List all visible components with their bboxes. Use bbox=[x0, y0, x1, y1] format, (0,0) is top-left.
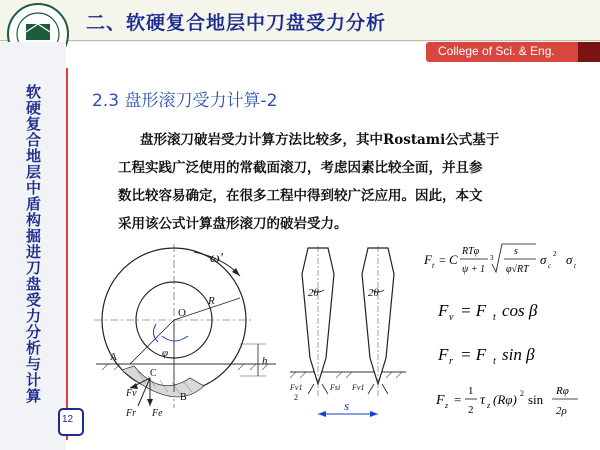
svg-text:t: t bbox=[432, 261, 435, 270]
svg-text:cos β: cos β bbox=[502, 301, 538, 320]
svg-text:RTφ: RTφ bbox=[462, 246, 480, 257]
svg-text:C: C bbox=[449, 252, 458, 267]
header-divider bbox=[0, 40, 600, 41]
svg-text:F: F bbox=[438, 301, 449, 320]
svg-text:φ√RT: φ√RT bbox=[506, 264, 529, 275]
force-b-label: Fsi bbox=[330, 383, 341, 392]
svg-text:σ: σ bbox=[540, 252, 547, 267]
svg-text:t: t bbox=[574, 262, 576, 270]
svg-text:2: 2 bbox=[468, 404, 474, 416]
fe-label: Fe bbox=[152, 408, 163, 419]
svg-text:= F: = F bbox=[460, 345, 487, 364]
paragraph-line: 工程实践广泛使用的常截面滚刀，考虑因素比较全面，并且参 bbox=[118, 160, 483, 176]
svg-text:Rφ: Rφ bbox=[556, 385, 569, 397]
svg-text:sin β: sin β bbox=[502, 345, 535, 364]
angle-left-label: 2θ bbox=[308, 287, 319, 299]
svg-text:z: z bbox=[445, 401, 449, 410]
svg-text:t: t bbox=[493, 356, 496, 367]
svg-text:2: 2 bbox=[520, 389, 524, 398]
college-tab-tail bbox=[578, 42, 600, 62]
svg-text:τ: τ bbox=[480, 393, 486, 408]
college-label: College of Sci. & Eng. bbox=[438, 44, 555, 58]
svg-text:=: = bbox=[439, 253, 446, 267]
phi-label: φ bbox=[162, 347, 169, 359]
svg-text:t: t bbox=[493, 312, 496, 323]
formula-fr bbox=[438, 340, 568, 368]
cutter-force-diagram bbox=[90, 238, 280, 428]
vertical-title: 软硬复合地层中盾构掘进刀盘受力分析与计算 bbox=[24, 84, 42, 404]
svg-text:=: = bbox=[454, 392, 462, 407]
force-a-label: Fv1 bbox=[290, 383, 303, 392]
radius-label: R bbox=[208, 295, 215, 307]
svg-text:F: F bbox=[436, 393, 445, 408]
point-a-label: A bbox=[110, 352, 118, 363]
formula-ft bbox=[424, 238, 594, 282]
paragraph-line: 数比较容易确定，在很多工程中得到较广泛应用。因此，本文 bbox=[118, 188, 483, 204]
svg-text:F: F bbox=[424, 252, 432, 267]
center-label: O bbox=[178, 307, 186, 319]
svg-text:F: F bbox=[438, 345, 449, 364]
svg-text:3: 3 bbox=[490, 254, 494, 262]
paragraph-line: 采用该公式计算盘形滚刀的破岩受力。 bbox=[118, 216, 348, 232]
angle-right-label: 2θ bbox=[368, 287, 379, 299]
half-label: 2 bbox=[294, 393, 298, 402]
spacing-label: s bbox=[344, 398, 350, 413]
svg-text:r: r bbox=[449, 356, 453, 367]
header-title: 二、软硬复合地层中刀盘受力分析 bbox=[86, 12, 387, 34]
svg-text:s: s bbox=[514, 246, 518, 257]
force-c-label: Fv1 bbox=[352, 383, 365, 392]
formula-fz bbox=[436, 378, 596, 422]
paragraph-line: 盘形滚刀破岩受力计算方法比较多，其中Rostami公式基于 bbox=[140, 132, 500, 148]
svg-text:ψ + 1: ψ + 1 bbox=[462, 264, 485, 275]
formula-fv bbox=[438, 296, 568, 324]
page-number: 12 bbox=[62, 414, 74, 425]
svg-text:2ρ: 2ρ bbox=[556, 405, 567, 417]
svg-text:sin: sin bbox=[528, 392, 544, 407]
fr-label: Fr bbox=[126, 408, 136, 419]
svg-text:1: 1 bbox=[468, 385, 474, 397]
cutter-spacing-diagram bbox=[284, 244, 412, 426]
height-label: h bbox=[262, 355, 268, 367]
svg-text:(Rφ): (Rφ) bbox=[493, 392, 517, 407]
svg-text:= F: = F bbox=[460, 301, 487, 320]
section-title: 2.3 盘形滚刀受力计算-2 bbox=[92, 91, 278, 111]
svg-text:v: v bbox=[449, 312, 454, 323]
svg-text:2: 2 bbox=[553, 250, 557, 258]
svg-text:σ: σ bbox=[566, 252, 573, 267]
sidebar-border bbox=[66, 68, 68, 440]
svg-text:z: z bbox=[487, 401, 491, 410]
fv-label: Fv bbox=[126, 388, 137, 399]
point-c-label: C bbox=[150, 368, 157, 379]
omega-label: ω' bbox=[210, 251, 223, 266]
svg-text:c: c bbox=[548, 262, 552, 270]
point-b-label: B bbox=[180, 392, 187, 403]
